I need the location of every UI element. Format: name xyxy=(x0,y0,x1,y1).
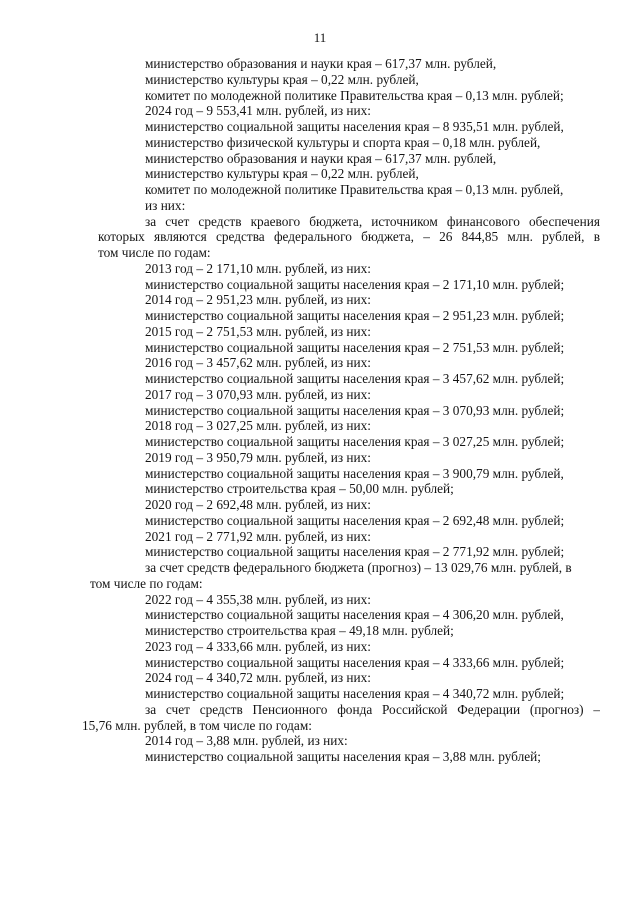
text-line: 2015 год – 2 751,53 млн. рублей, из них: xyxy=(145,323,371,339)
text-line: 2020 год – 2 692,48 млн. рублей, из них: xyxy=(145,497,371,512)
text-line: 2014 год – 3,88 млн. рублей, из них: xyxy=(145,733,348,749)
text-line: министерство социальной защиты населения края – 2 751,53 млн. рублей; xyxy=(145,339,565,355)
text-line: министерство социальной защиты населения края – 8 935,51 млн. рублей, xyxy=(145,119,564,134)
text-line: 2021 год – 2 771,92 млн. рублей, из них: xyxy=(145,528,371,544)
text-line: за счет средств Пенсионного фонда Российской Федерации (прогноз) – xyxy=(145,701,600,717)
text-line: 2024 год – 4 340,72 млн. рублей, из них: xyxy=(145,670,371,686)
text-line: министерство социальной защиты населения края – 2 692,48 млн. рублей; xyxy=(145,512,565,528)
text-line: министерство социальной защиты населения края – 3 457,62 млн. рублей; xyxy=(145,371,565,386)
text-line: за счет средств краевого бюджета, источником финансового обеспечения xyxy=(145,213,600,229)
text-line: министерство социальной защиты населения края – 2 171,10 млн. рублей; xyxy=(145,276,565,292)
text-line: министерство социальной защиты населения края – 4 333,66 млн. рублей; xyxy=(145,654,565,670)
text-line: министерство социальной защиты населения края – 2 771,92 млн. рублей; xyxy=(145,544,565,560)
text-line: 2024 год – 9 553,41 млн. рублей, из них: xyxy=(145,103,371,119)
text-line: министерство строительства края – 49,18 млн. рублей; xyxy=(145,623,454,638)
page-number: 11 xyxy=(313,30,327,45)
text-line: том числе по годам: xyxy=(90,575,203,591)
text-line: министерство социальной защиты населения края – 3 027,25 млн. рублей; xyxy=(145,434,565,449)
text-line: 2016 год – 3 457,62 млн. рублей, из них: xyxy=(145,355,371,371)
text-line: 2019 год – 3 950,79 млн. рублей, из них: xyxy=(145,449,371,465)
text-line: 15,76 млн. рублей, в том числе по годам: xyxy=(82,717,312,733)
text-line: министерство строительства края – 50,00 млн. рублей; xyxy=(145,481,454,497)
document-body xyxy=(82,56,600,765)
text-line: 2017 год – 3 070,93 млн. рублей, из них: xyxy=(145,386,371,402)
text-line: которых являются средства федерального бюджета, – 26 844,85 млн. рублей, в xyxy=(98,229,600,245)
text-line: министерство социальной защиты населения края – 3,88 млн. рублей; xyxy=(145,749,541,764)
text-line: 2014 год – 2 951,23 млн. рублей, из них: xyxy=(145,292,371,308)
text-line: 2022 год – 4 355,38 млн. рублей, из них: xyxy=(145,591,371,607)
text-line: том числе по годам: xyxy=(98,245,211,260)
text-line: комитет по молодежной политике Правительства края – 0,13 млн. рублей, xyxy=(145,182,564,197)
text-line: министерство социальной защиты населения края – 4 340,72 млн. рублей; xyxy=(145,686,565,701)
text-line: 2013 год – 2 171,10 млн. рублей, из них: xyxy=(145,260,371,276)
text-line: министерство образования и науки края – 617,37 млн. рублей, xyxy=(145,150,497,166)
text-line: за счет средств федерального бюджета (прогноз) – 13 029,76 млн. рублей, в xyxy=(145,560,572,575)
text-line: министерство культуры края – 0,22 млн. рублей, xyxy=(145,166,419,182)
text-line: министерство социальной защиты населения края – 2 951,23 млн. рублей; xyxy=(145,308,565,323)
text-line: из них: xyxy=(145,197,186,213)
text-line: министерство образования и науки края – 617,37 млн. рублей, xyxy=(145,56,497,71)
text-line: 2018 год – 3 027,25 млн. рублей, из них: xyxy=(145,418,371,434)
text-line: комитет по молодежной политике Правительства края – 0,13 млн. рублей; xyxy=(145,87,564,103)
text-line: министерство социальной защиты населения края – 3 900,79 млн. рублей, xyxy=(145,465,564,481)
text-line: министерство социальной защиты населения края – 4 306,20 млн. рублей, xyxy=(145,607,564,623)
text-line: 2023 год – 4 333,66 млн. рублей, из них: xyxy=(145,638,371,654)
text-line: министерство физической культуры и спорта края – 0,18 млн. рублей, xyxy=(145,134,541,150)
text-line: министерство социальной защиты населения края – 3 070,93 млн. рублей; xyxy=(145,402,565,418)
text-line: министерство культуры края – 0,22 млн. рублей, xyxy=(145,71,419,87)
